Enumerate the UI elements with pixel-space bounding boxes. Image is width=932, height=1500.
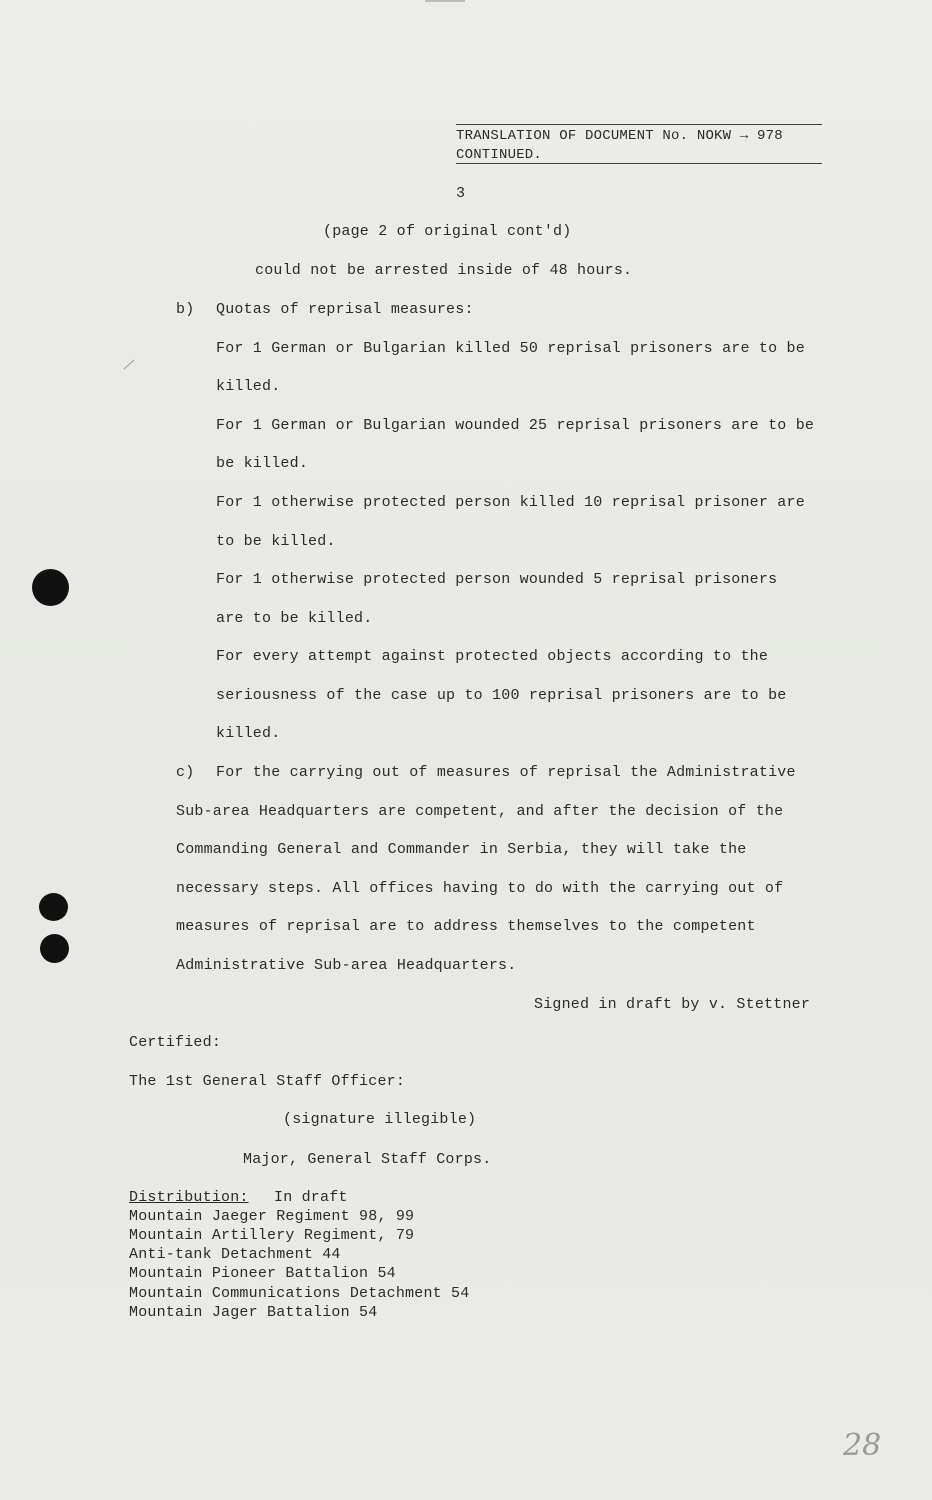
- quota-line: seriousness of the case up to 100 reprisal prisoners are to be: [216, 687, 787, 704]
- header-bottom-rule: [456, 163, 822, 164]
- certified-label: Certified:: [129, 1034, 222, 1051]
- signed-in-draft: Signed in draft by v. Stettner: [534, 996, 811, 1013]
- distribution-item: Mountain Jager Battalion 54: [129, 1304, 378, 1321]
- officer-rank: Major, General Staff Corps.: [243, 1151, 492, 1168]
- punch-hole: [39, 893, 68, 921]
- translation-header-line2: CONTINUED.: [456, 147, 543, 163]
- quota-line: are to be killed.: [216, 610, 373, 627]
- section-b-heading: Quotas of reprisal measures:: [216, 301, 474, 318]
- quota-line: For 1 German or Bulgarian killed 50 reprisal prisoners are to be: [216, 340, 805, 357]
- section-c-line: Sub-area Headquarters are competent, and after the decision of the: [176, 803, 784, 820]
- section-c-line: Commanding General and Commander in Serbia, they will take the: [176, 841, 747, 858]
- section-c-label: c): [176, 764, 195, 781]
- quota-line: For 1 German or Bulgarian wounded 25 reprisal prisoners are to be: [216, 417, 815, 434]
- quota-line: killed.: [216, 725, 281, 742]
- handwritten-page-number: 28: [843, 1428, 882, 1463]
- distribution-note: In draft: [274, 1189, 348, 1206]
- distribution-label: Distribution:: [129, 1189, 249, 1206]
- top-edge-mark: [425, 0, 465, 2]
- section-c-line: necessary steps. All offices having to do with the carrying out of: [176, 880, 784, 897]
- quota-line: be killed.: [216, 455, 309, 472]
- quota-line: killed.: [216, 378, 281, 395]
- quota-line: For 1 otherwise protected person wounded 5 reprisal prisoners: [216, 571, 778, 588]
- section-c-line: measures of reprisal are to address themselves to the competent: [176, 918, 756, 935]
- distribution-item: Mountain Communications Detachment 54: [129, 1285, 470, 1302]
- punch-hole: [40, 934, 69, 963]
- quota-line: to be killed.: [216, 533, 336, 550]
- staff-officer-line: The 1st General Staff Officer:: [129, 1073, 406, 1090]
- section-c-line: For the carrying out of measures of reprisal the Administrative: [216, 764, 796, 781]
- arrest-line: could not be arrested inside of 48 hours.: [255, 262, 633, 279]
- quota-line: For 1 otherwise protected person killed 10 reprisal prisoner are: [216, 494, 805, 511]
- signature-illegible: (signature illegible): [283, 1111, 477, 1128]
- original-page-reference: (page 2 of original cont'd): [323, 223, 572, 240]
- stray-pencil-mark: [123, 359, 134, 369]
- distribution-item: Mountain Pioneer Battalion 54: [129, 1265, 396, 1282]
- translation-header-line1: TRANSLATION OF DOCUMENT No. NOKW → 978: [456, 128, 783, 144]
- distribution-item: Mountain Artillery Regiment, 79: [129, 1227, 415, 1244]
- header-top-rule: [456, 124, 822, 125]
- punch-hole: [32, 569, 69, 606]
- distribution-item: Anti-tank Detachment 44: [129, 1246, 341, 1263]
- quota-line: For every attempt against protected objects according to the: [216, 648, 769, 665]
- page-number: 3: [456, 185, 466, 202]
- distribution-item: Mountain Jaeger Regiment 98, 99: [129, 1208, 415, 1225]
- section-b-label: b): [176, 301, 195, 318]
- section-c-line: Administrative Sub-area Headquarters.: [176, 957, 517, 974]
